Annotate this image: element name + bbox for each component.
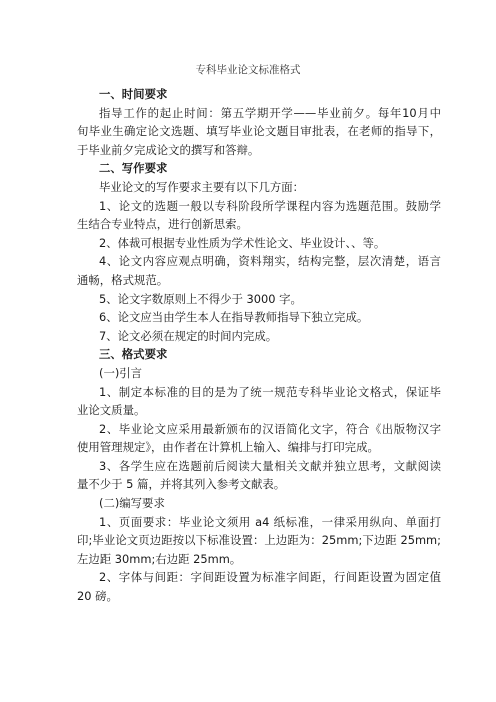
paragraph-line: 业论文质量。 bbox=[77, 403, 146, 418]
paragraph-line: 3、各学生应在选题前后阅读大量相关文献并独立思考，文献阅读 bbox=[99, 458, 441, 473]
paragraph-line: 6、论文应当由学生本人在指导教师指导下独立完成。 bbox=[99, 310, 369, 325]
paragraph-line: 通畅，格式规范。 bbox=[77, 272, 169, 287]
paragraph-line: (一)引言 bbox=[99, 365, 143, 380]
paragraph-line: 1、论文的选题一般以专科阶段所学课程内容为选题范围。鼓励学 bbox=[99, 198, 441, 213]
section-heading: 三、格式要求 bbox=[99, 347, 168, 362]
paragraph-line: (二)编写要求 bbox=[99, 496, 165, 511]
paragraph-line: 印;毕业论文页边距按以下标准设置：上边距为：25mm;下边距 25mm; bbox=[77, 533, 441, 548]
paragraph-line: 5、论文字数原则上不得少于 3000 字。 bbox=[99, 291, 302, 306]
paragraph-line: 4、论文内容应观点明确，资料翔实，结构完整，层次清楚，语言 bbox=[99, 254, 441, 269]
paragraph-line: 于毕业前夕完成论文的撰写和答辩。 bbox=[77, 142, 260, 157]
paragraph-line: 20 磅。 bbox=[77, 589, 118, 604]
paragraph-line: 旬毕业生确定论文选题、填写毕业论文题目审批表，在老师的指导下， bbox=[77, 124, 441, 139]
paragraph-line: 7、论文必须在规定的时间内完成。 bbox=[99, 328, 278, 343]
paragraph-line: 指导工作的起止时间：第五学期开学——毕业前夕。每年10月中 bbox=[99, 105, 441, 120]
paragraph-line: 使用管理规定》，由作者在计算机上输入、编排与打印完成。 bbox=[77, 440, 379, 455]
paragraph-line: 左边距 30mm;右边距 25mm。 bbox=[77, 551, 242, 566]
document-body bbox=[77, 85, 441, 606]
paragraph-line: 1、页面要求：毕业论文须用 a4 纸标准，一律采用纵向、单面打 bbox=[99, 514, 441, 529]
paragraph-line: 2、体裁可根据专业性质为学术性论文、毕业设计、、等。 bbox=[99, 235, 386, 250]
document-title: 专科毕业论文标准格式 bbox=[195, 64, 301, 76]
paragraph-line: 2、字体与间距：字间距设置为标准字间距，行间距设置为固定值 bbox=[99, 570, 441, 585]
paragraph-line: 量不少于 5 篇，并将其列入参考文献表。 bbox=[77, 477, 286, 492]
paragraph-line: 毕业论文的写作要求主要有以下几方面： bbox=[99, 179, 305, 194]
paragraph-line: 生结合专业特点，进行创新思索。 bbox=[77, 217, 248, 232]
paragraph-line: 2、毕业论文应采用最新颁布的汉语简化文字，符合《出版物汉字 bbox=[99, 421, 441, 436]
paragraph-line: 1、制定本标准的目的是为了统一规范专科毕业论文格式，保证毕 bbox=[99, 384, 441, 399]
section-heading: 二、写作要求 bbox=[99, 161, 168, 176]
section-heading: 一、时间要求 bbox=[99, 87, 168, 101]
